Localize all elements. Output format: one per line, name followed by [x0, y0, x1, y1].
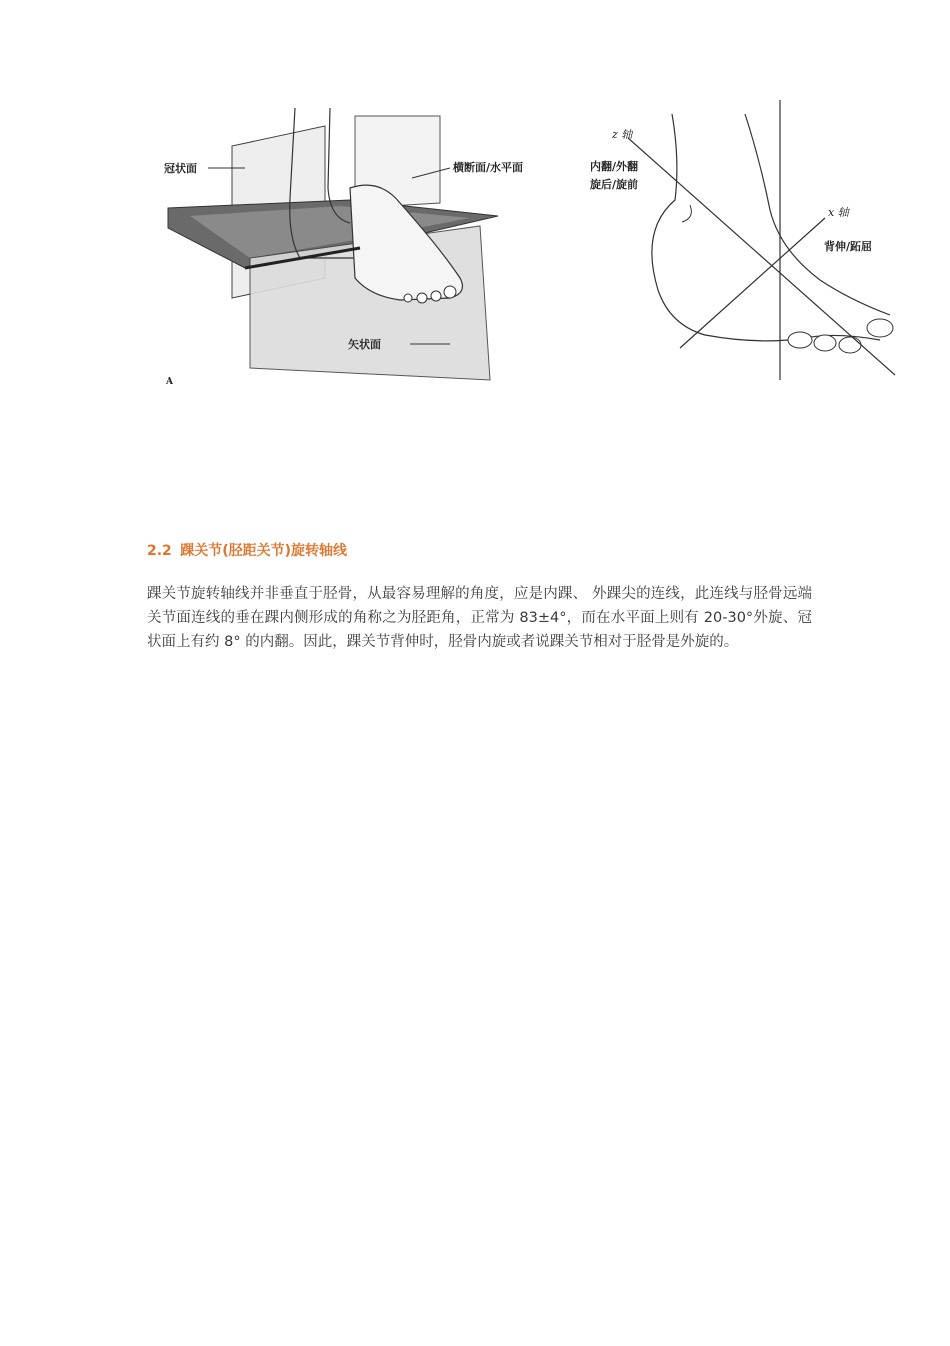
transverse-label: 横断面/水平面	[453, 161, 524, 174]
panel-label: A	[166, 377, 173, 387]
x-axis-label: x 轴	[828, 206, 849, 219]
section-heading	[147, 540, 347, 560]
section-number: 2.2	[147, 543, 172, 559]
body-paragraph: 踝关节旋转轴线并非垂直于胫骨，从最容易理解的角度，应是内踝、 外踝尖的连线，此连线与胫骨远端关节面连线的垂在踝内侧形成的角称之为胫距角，正常为 83±4°，而在水平面上则有 20-30°外旋、冠状面上有约 8° 的内翻。因此，踝关节背伸时，胫骨内旋或者说踝关节相对于胫骨是外旋的。	[147, 586, 812, 650]
rotation-label: 旋后/旋前	[590, 178, 639, 191]
foot-outline	[652, 114, 880, 341]
coronal-label: 冠状面	[164, 162, 197, 175]
dorsiflex-label: 背伸/跖屈	[824, 240, 873, 253]
z-axis-label: z 轴	[612, 128, 633, 141]
section-title: 踝关节(胫距关节)旋转轴线	[180, 543, 348, 559]
inversion-label: 内翻/外翻	[590, 160, 639, 173]
anatomical-planes-figure	[150, 108, 524, 390]
x-axis-line	[680, 218, 825, 348]
ankle-axes-figure	[580, 100, 910, 385]
sagittal-label: 矢状面	[348, 338, 381, 351]
